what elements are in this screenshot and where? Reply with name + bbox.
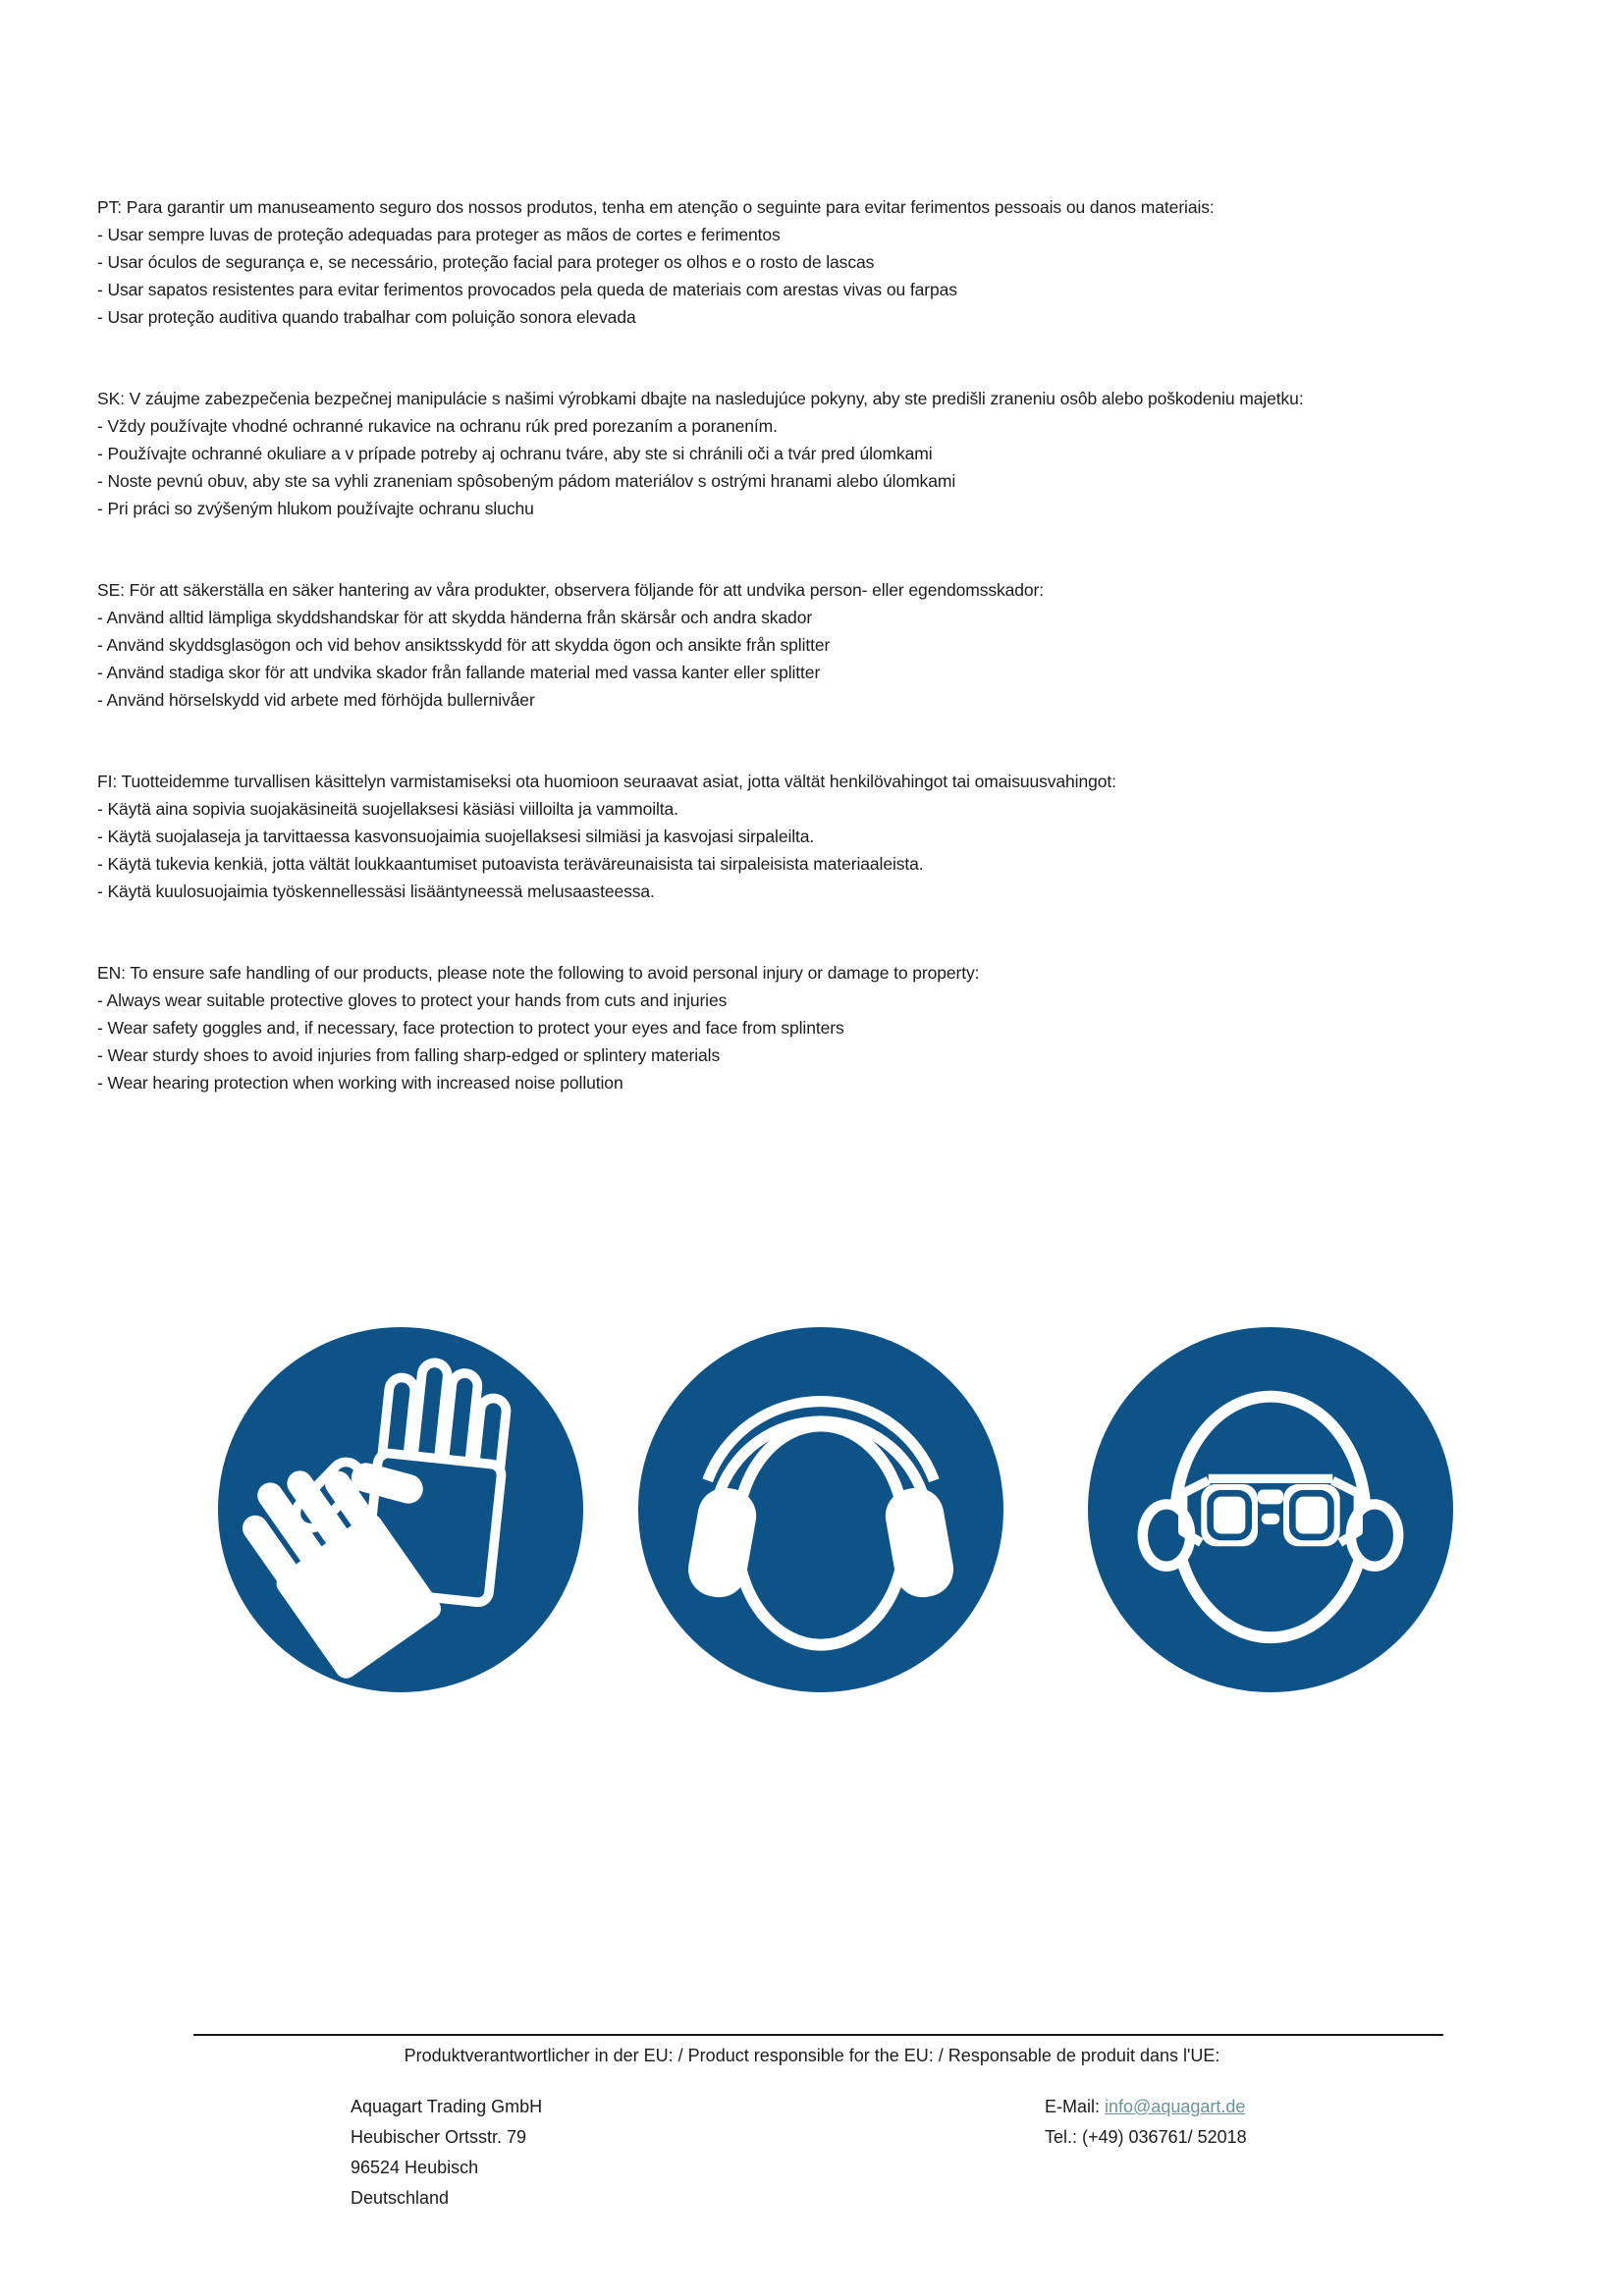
en-header: EN: To ensure safe handling of our products, please note the following to avoid personal injury or damage to property: [97, 963, 980, 983]
company-street: Heubischer Ortsstr. 79 [351, 2127, 527, 2147]
instructions-text-column [97, 193, 1304, 1150]
fi-bullet-3: - Käytä tukevia kenkiä, jotta vältät loukkaantumiset putoavista teräväreunaisista tai sirpaleisista materiaaleista. [97, 854, 924, 874]
pt-bullet-2: - Usar óculos de segurança e, se necessário, proteção facial para proteger os olhos e o rosto de lascas [97, 252, 875, 272]
en-bullet-4: - Wear hearing protection when working with increased noise pollution [97, 1073, 623, 1093]
sk-bullet-3: - Noste pevnú obuv, aby ste sa vyhli zraneniam spôsobeným pádom materiálov s ostrými hranami alebo úlomkami [97, 471, 956, 491]
company-country: Deutschland [351, 2188, 450, 2208]
section-fi [97, 768, 1304, 905]
se-bullet-3: - Använd stadiga skor för att undvika skador från fallande material med vassa kanter eller splitter [97, 663, 821, 682]
section-sk [97, 385, 1304, 522]
company-name: Aquagart Trading GmbH [351, 2097, 543, 2116]
section-se [97, 576, 1304, 714]
wear-ear-protection-icon [638, 1327, 1003, 1692]
sk-bullet-2: - Používajte ochranné okuliare a v prípade potreby aj ochranu tváre, aby ste si chránili oči a tvár pred úlomkami [97, 444, 933, 463]
se-bullet-4: - Använd hörselskydd vid arbete med förhöjda bullernivåer [97, 690, 535, 710]
pt-bullet-3: - Usar sapatos resistentes para evitar ferimentos provocados pela queda de materiais com arestas vivas ou farpas [97, 280, 957, 299]
en-bullet-1: - Always wear suitable protective gloves to protect your hands from cuts and injuries [97, 990, 728, 1010]
section-en [97, 959, 1304, 1096]
pt-bullet-4: - Usar proteção auditiva quando trabalhar com poluição sonora elevada [97, 307, 636, 327]
email-line [1045, 2092, 1247, 2122]
en-bullet-3: - Wear sturdy shoes to avoid injuries from falling sharp-edged or splintery materials [97, 1045, 721, 1065]
company-contact [1045, 2092, 1247, 2153]
fi-bullet-2: - Käytä suojalaseja ja tarvittaessa kasvonsuojaimia suojellaksesi silmiäsi ja kasvojasi sirpaleilta. [97, 827, 815, 846]
fi-header: FI: Tuotteidemme turvallisen käsittelyn varmistamiseksi ota huomioon seuraavat asiat, jotta vältät henkilövahingot tai omaisuusvahingot: [97, 772, 1116, 791]
company-address [351, 2092, 542, 2214]
sk-bullet-4: - Pri práci so zvýšeným hlukom používajte ochranu sluchu [97, 499, 534, 518]
email-link[interactable]: info@aquagart.de [1105, 2097, 1246, 2116]
section-pt [97, 193, 1304, 331]
pt-header: PT: Para garantir um manuseamento seguro dos nossos produtos, tenha em atenção o seguinte para evitar ferimentos pessoais ou danos materiais: [97, 197, 1215, 217]
phone-number: Tel.: (+49) 036761/ 52018 [1045, 2127, 1247, 2147]
company-city: 96524 Heubisch [351, 2158, 479, 2177]
pt-bullet-1: - Usar sempre luvas de proteção adequadas para proteger as mãos de cortes e ferimentos [97, 225, 781, 244]
wear-gloves-icon [218, 1327, 583, 1692]
fi-bullet-1: - Käytä aina sopivia suojakäsineitä suojellaksesi käsiäsi viilloilta ja vammoilta. [97, 799, 678, 819]
sk-header: SK: V záujme zabezpečenia bezpečnej manipulácie s našimi výrobkami dbajte na nasledujúce pokyny, aby ste predišli zraneniu osôb alebo poškodeniu majetku: [97, 389, 1304, 408]
fi-bullet-4: - Käytä kuulosuojaimia työskennellessäsi lisääntyneessä melusaasteessa. [97, 881, 655, 901]
sk-bullet-1: - Vždy používajte vhodné ochranné rukavice na ochranu rúk pred porezaním a poranením. [97, 416, 778, 436]
se-bullet-2: - Använd skyddsglasögon och vid behov ansiktsskydd för att skydda ögon och ansikte från splitter [97, 635, 831, 655]
email-label: E-Mail: [1045, 2097, 1106, 2116]
en-bullet-2: - Wear safety goggles and, if necessary, face protection to protect your eyes and face from splinters [97, 1018, 844, 1038]
wear-eye-protection-icon [1088, 1327, 1453, 1692]
se-header: SE: För att säkerställa en säker hantering av våra produkter, observera följande för att undvika person- eller egendomsskador: [97, 580, 1045, 600]
footer-divider [193, 2034, 1443, 2036]
footer-caption: Produktverantwortlicher in der EU: / Product responsible for the EU: / Responsable de produit dans l'UE: [404, 2046, 1220, 2065]
se-bullet-1: - Använd alltid lämpliga skyddshandskar för att skydda händerna från skärsår och andra skador [97, 608, 813, 627]
